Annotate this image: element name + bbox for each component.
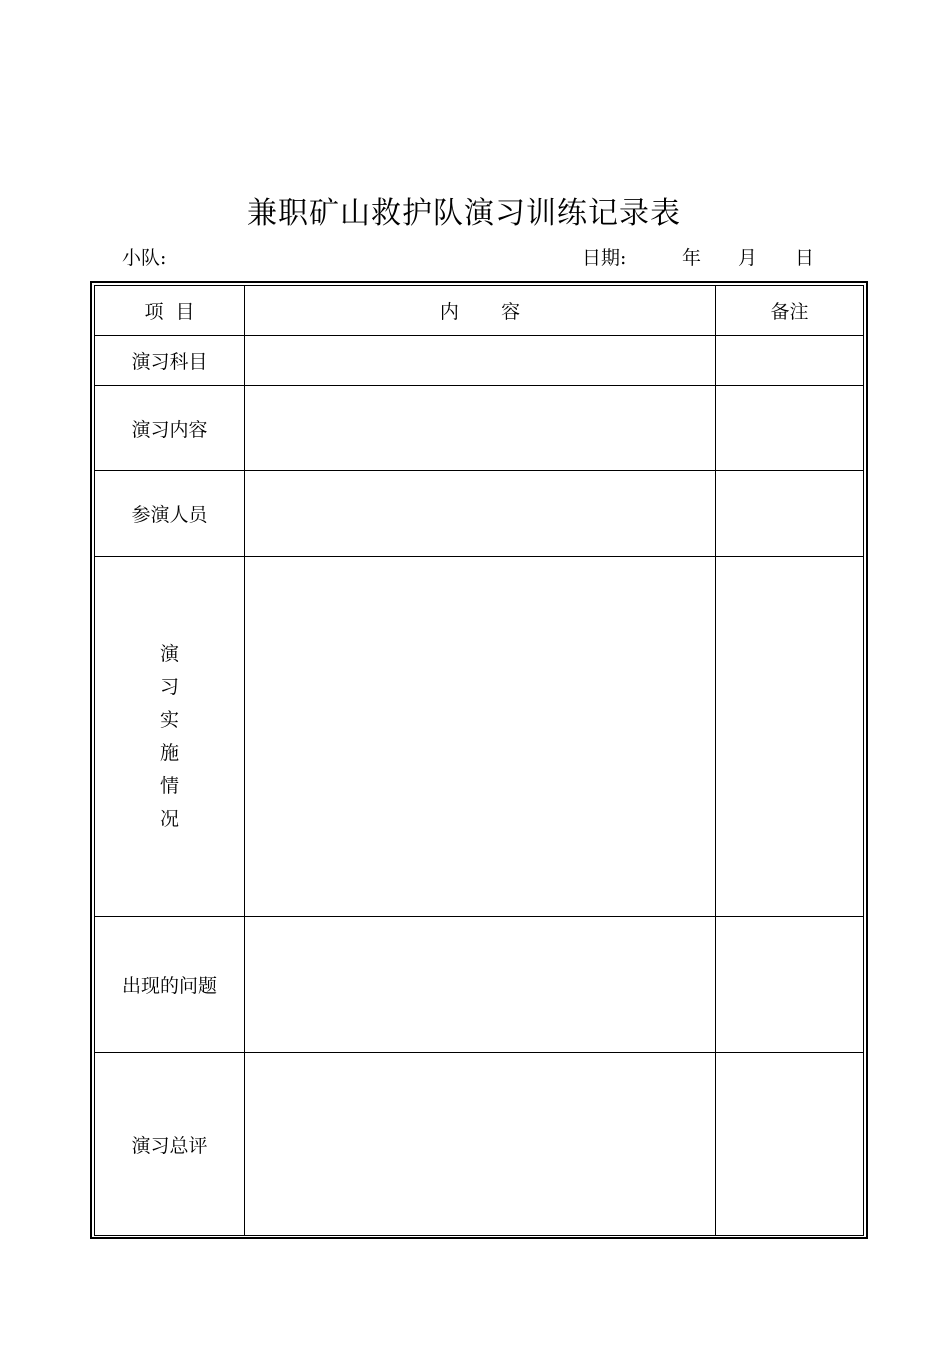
row-label-problems: 出现的问题 (95, 917, 245, 1053)
row-label-implementation (95, 557, 245, 917)
table-row (95, 1053, 864, 1236)
table-row (95, 386, 864, 471)
date-year-label: 年 (682, 247, 702, 269)
table-row (95, 557, 864, 917)
remark-cell-implementation[interactable] (716, 557, 864, 917)
form-title: 兼职矿山救护队演习训练记录表 (247, 196, 681, 231)
header-row (95, 286, 864, 336)
date-month-label: 月 (738, 247, 758, 269)
label-char: 情 (159, 774, 179, 797)
remark-cell-drill-subject[interactable] (716, 336, 864, 386)
row-label-drill-subject: 演习科目 (95, 336, 245, 386)
date-label: 日期: (582, 247, 627, 269)
label-char: 习 (159, 675, 179, 698)
team-label: 小队: (122, 247, 167, 269)
content-cell-summary[interactable] (245, 1053, 716, 1236)
content-cell-participants[interactable] (245, 471, 716, 557)
label-char: 况 (159, 807, 179, 830)
label-char: 实 (159, 708, 179, 731)
row-label-participants: 参演人员 (95, 471, 245, 557)
header-remark: 备注 (716, 286, 864, 336)
remark-cell-summary[interactable] (716, 1053, 864, 1236)
content-cell-drill-content[interactable] (245, 386, 716, 471)
content-cell-drill-subject[interactable] (245, 336, 716, 386)
remark-cell-participants[interactable] (716, 471, 864, 557)
content-cell-implementation[interactable] (245, 557, 716, 917)
table-row (95, 917, 864, 1053)
label-char: 演 (159, 642, 179, 665)
remark-cell-drill-content[interactable] (716, 386, 864, 471)
table-row (95, 471, 864, 557)
label-char: 施 (159, 741, 179, 764)
record-form-table (90, 281, 868, 1239)
table-row (95, 336, 864, 386)
date-day-label: 日 (795, 247, 815, 269)
row-label-summary: 演习总评 (95, 1053, 245, 1236)
header-item: 项 目 (95, 286, 245, 336)
remark-cell-problems[interactable] (716, 917, 864, 1053)
row-label-drill-content: 演习内容 (95, 386, 245, 471)
header-content: 内 容 (245, 286, 716, 336)
content-cell-problems[interactable] (245, 917, 716, 1053)
